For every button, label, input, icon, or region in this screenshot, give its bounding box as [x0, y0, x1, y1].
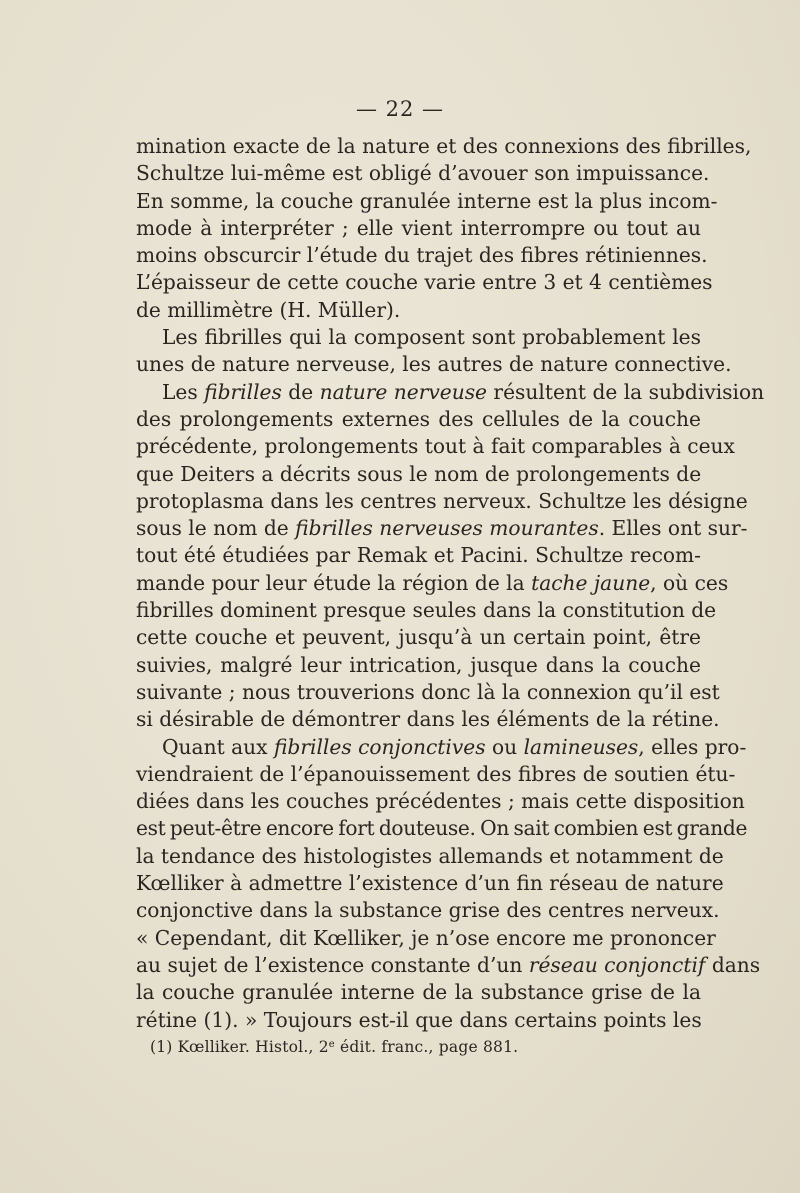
italic-text: réseau conjonctif [528, 952, 706, 977]
text-segment: . Elles ont sur- [598, 516, 748, 541]
text-line [136, 351, 732, 378]
text-segment: ou [485, 734, 524, 759]
italic-text: nature nerveuse [319, 379, 488, 404]
text-segment: résultent de la subdivision [487, 379, 765, 404]
text-line [136, 461, 701, 488]
text-segment: Les [162, 379, 205, 404]
text-segment: de [281, 379, 320, 404]
text-line [136, 761, 736, 788]
italic-text: fibrilles conjonctives [273, 734, 486, 759]
text-segment: fibrilles dominent presque seules dans la constitution de [136, 598, 717, 623]
text-line [136, 324, 701, 351]
text-line [136, 188, 718, 215]
text-segment: En somme, la couche granulée interne est la plus incom- [136, 188, 718, 213]
page-number: — 22 — [355, 97, 445, 121]
text-segment: suivante ; nous trouverions donc là la connexion qu’il est [136, 679, 720, 704]
footnote [150, 1038, 518, 1056]
text-segment: de millimètre (H. Müller). [136, 297, 401, 322]
text-segment: , où ces [650, 570, 729, 595]
text-segment: viendraient de l’épanouissement des fibres de soutien étu- [136, 761, 736, 786]
text-line [136, 269, 713, 296]
text-segment: au sujet de l’existence constante d’un [136, 952, 529, 977]
text-segment: tout été étudiées par Remak et Pacini. Schultze recom- [136, 543, 701, 568]
text-line [136, 897, 720, 924]
text-segment: dans [705, 952, 761, 977]
text-line [136, 979, 701, 1006]
text-line [136, 406, 701, 433]
text-line [136, 379, 765, 406]
italic-text: fibrilles nerveuses mourantes [295, 516, 599, 541]
text-line [136, 624, 701, 651]
text-line [136, 652, 701, 679]
footnote-superscript: e [328, 1039, 335, 1050]
text-segment: Kœlliker à admettre l’existence d’un fin réseau de nature [136, 871, 724, 896]
text-segment: suivies, malgré leur intrication, jusque dans la couche [136, 652, 701, 677]
text-line [136, 706, 720, 733]
text-segment: Quant aux [162, 734, 274, 759]
text-segment: Schultze lui-même est obligé d’avouer son impuissance. [136, 161, 710, 186]
text-line [136, 1007, 701, 1034]
text-segment: « Cependant, dit Kœlliker, je n’ose encore me prononcer [136, 925, 716, 950]
text-segment: des prolongements externes des cellules de la couche [136, 406, 701, 431]
text-segment: la couche granulée interne de la substance grise de la [136, 980, 701, 1005]
text-segment: si désirable de démontrer dans les éléments de la rétine. [136, 707, 720, 732]
italic-text: fibrilles [204, 379, 282, 404]
text-line [136, 843, 724, 870]
text-segment: mode à interpréter ; elle vient interrompre ou tout au [136, 215, 701, 240]
text-line [136, 542, 701, 569]
text-line [136, 242, 708, 269]
text-line [136, 597, 717, 624]
text-line [136, 133, 752, 160]
text-segment: est peut-être encore fort douteuse. On sait combien est grande [136, 816, 748, 841]
text-segment: que Deiters a décrits sous le nom de prolongements de [136, 461, 702, 486]
text-line [136, 870, 724, 897]
text-segment: précédente, prolongements tout à fait comparables à ceux [136, 434, 735, 459]
text-line [136, 215, 701, 242]
text-segment: diées dans les couches précédentes ; mais cette disposition [136, 789, 745, 814]
footnote-text: (1) Kœlliker. Histol., 2 [150, 1038, 329, 1056]
text-segment: Les fibrilles qui la composent sont probablement les [162, 325, 701, 350]
text-segment: , elles pro- [638, 734, 747, 759]
text-line [136, 679, 720, 706]
italic-text: tache jaune [531, 570, 651, 595]
text-segment: sous le nom de [136, 516, 296, 541]
text-line [136, 570, 729, 597]
text-segment: mination exacte de la nature et des connexions des fibrilles, [136, 134, 752, 158]
text-line [136, 952, 761, 979]
text-segment: rétine (1). » Toujours est-il que dans certains points les [136, 1007, 702, 1032]
text-segment: unes de nature nerveuse, les autres de nature connective. [136, 352, 732, 377]
body-text [136, 133, 765, 1034]
text-line [136, 788, 745, 815]
text-line [136, 160, 710, 187]
text-segment: moins obscurcir l’étude du trajet des fibres rétiniennes. [136, 243, 708, 268]
text-segment: L’épaisseur de cette couche varie entre 3 et 4 centièmes [136, 270, 713, 295]
text-segment: cette couche et peuvent, jusqu’à un certain point, être [136, 625, 701, 650]
text-line [136, 433, 735, 460]
footnote-text-end: édit. franc., page 881. [334, 1038, 519, 1056]
text-segment: la tendance des histologistes allemands et notamment de [136, 843, 724, 868]
text-line [136, 297, 701, 324]
text-segment: mande pour leur étude la région de la [136, 570, 532, 595]
text-line [136, 734, 747, 761]
text-line [136, 815, 748, 842]
text-line [136, 515, 748, 542]
text-segment: protoplasma dans les centres nerveux. Schultze les désigne [136, 488, 748, 513]
text-segment: conjonctive dans la substance grise des centres nerveux. [136, 898, 720, 923]
text-line [136, 488, 748, 515]
text-line [136, 925, 716, 952]
italic-text: lamineuses [523, 734, 639, 759]
